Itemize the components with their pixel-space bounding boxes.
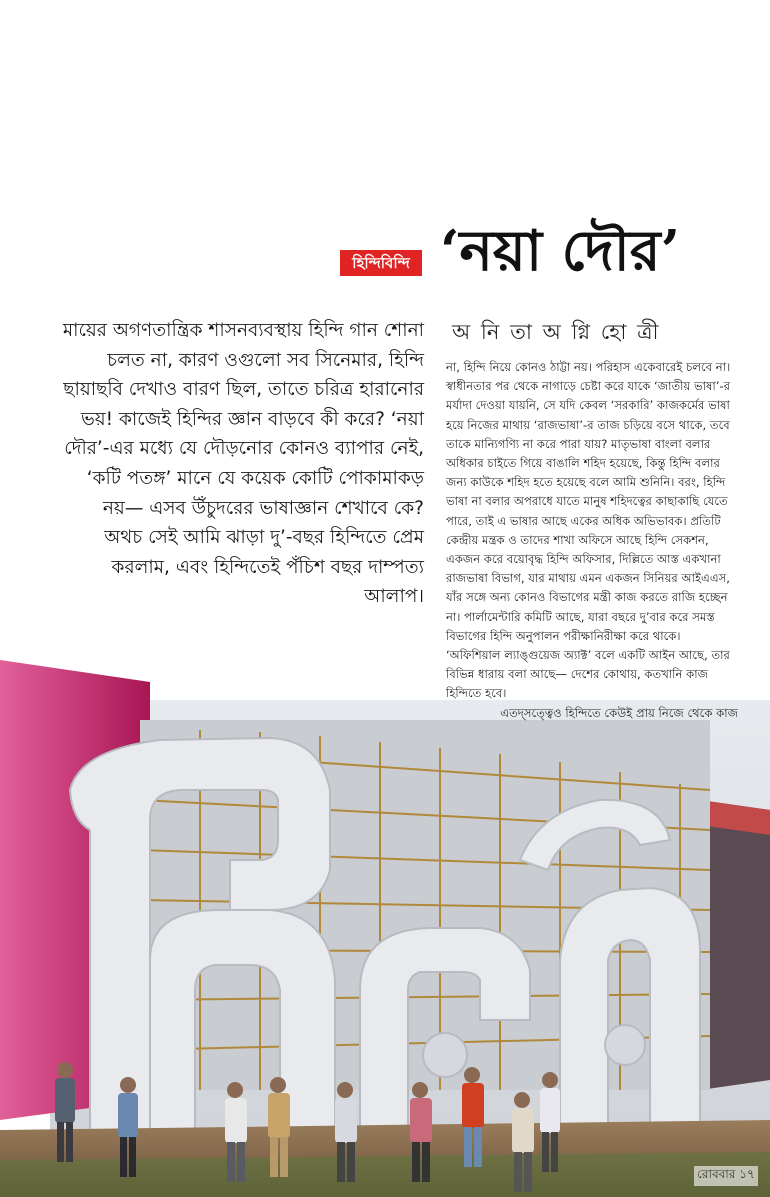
article-body (446, 358, 738, 723)
section-tag: হিন্দিবিন্দি (340, 250, 422, 276)
article-body-tail: এতদ্সত্ত্বেও হিন্দিতে কেউই প্রায় নিজে থেকে কাজ (500, 705, 738, 720)
pull-quote (60, 316, 424, 612)
article-body-text: না, হিন্দি নিয়ে কোনও ঠাট্টা নয়। পরিহাস একেবারেই চলবে না। স্বাধীনতার পর থেকে নাগাড়ে চেষ্টা করে যাকে ‘জাতীয় ভাষা’-র মর্যাদা দেওয়া যায়নি, সে যদি কেবল ‘সরকারি’ কাজকর্মের ভাষা হয়ে নিজের মাথায় ‘রাজভাষা’-র তাজ চড়িয়ে বসে থাকে, তবে তাকে মান্যিগণ্যি না করে পারা যায়? মাতৃভাষা বাংলা বলার অধিকার চাইতে গিয়ে বাঙালি শহিদ হয়েছে, কিন্তু হিন্দি বলার জন্য কাউকে শহিদ হতে হয়েছে বলে আমি শুনিনি। বরং, হিন্দি ভাষা না বলার অপরাধে যাতে মানুষ শহিদত্বের কাছাকাছি যেতে পারে, তাই এ ভাষার আছে একের অধিক অভিভাবক। প্রতিটি কেন্দ্রীয় মন্ত্রক ও তাদের শাখা অফিসে আছে হিন্দি সেকশন, একজন করে বয়োবৃদ্ধ হিন্দি অফিসার, দিল্লিতে আস্ত একখানা রাজভাষা বিভাগ, যার মাথায় এমন একজন সিনিয়র আইএএস, যাঁর সঙ্গে অন্য কোনও বিভাগের মন্ত্রী কাজ করতে রাজি হচ্ছেন না। পার্লামেন্টারি কমিটি আছে, যারা বছরে দু’বার করে সমস্ত বিভাগের হিন্দি অনুপালন পরীক্ষানিরীক্ষা করে থাকে। ‘অফিশিয়াল ল্যাঙ্গুয়েজ অ্যাক্ট’ বলে একটি আইন আছে, তার বিভিন্ন ধারায় বলা আছে— দেশের কোথায়, কতখানি কাজ হিন্দিতে হবে। (446, 360, 731, 701)
page-folio: রোববার ১৭ (694, 1166, 758, 1186)
author-byline: অ নি তা অ গ্নি হো ত্রী (452, 320, 661, 344)
headline: ‘নয়া দৌর’ (440, 218, 681, 284)
hindi-sculpture-photo (0, 660, 770, 1197)
pull-quote-text: মায়ের অগণতান্ত্রিক শাসনব্যবস্থায় হিন্দি গান শোনা চলত না, কারণ ওগুলো সব সিনেমার, হিন্দি ছায়াছবি দেখাও বারণ ছিল, তাতে চরিত্র হারানোর ভয়! কাজেই হিন্দির জ্ঞান বাড়বে কী করে? ‘নয়া দৌর’-এর মধ্যে যে দৌড়নোর কোনও ব্যাপার নেই, ‘কটি পতঙ্গ’ মানে যে কয়েক কোটি পোকামাকড় নয়— এসব উঁচুদরের ভাষাজ্ঞান শেখাবে কে? অথচ সেই আমি ঝাড়া দু’-বছর হিন্দিতে প্রেম করলাম, এবং হিন্দিতেই পঁচিশ বছর দাম্পত্য আলাপ। (62, 320, 424, 608)
